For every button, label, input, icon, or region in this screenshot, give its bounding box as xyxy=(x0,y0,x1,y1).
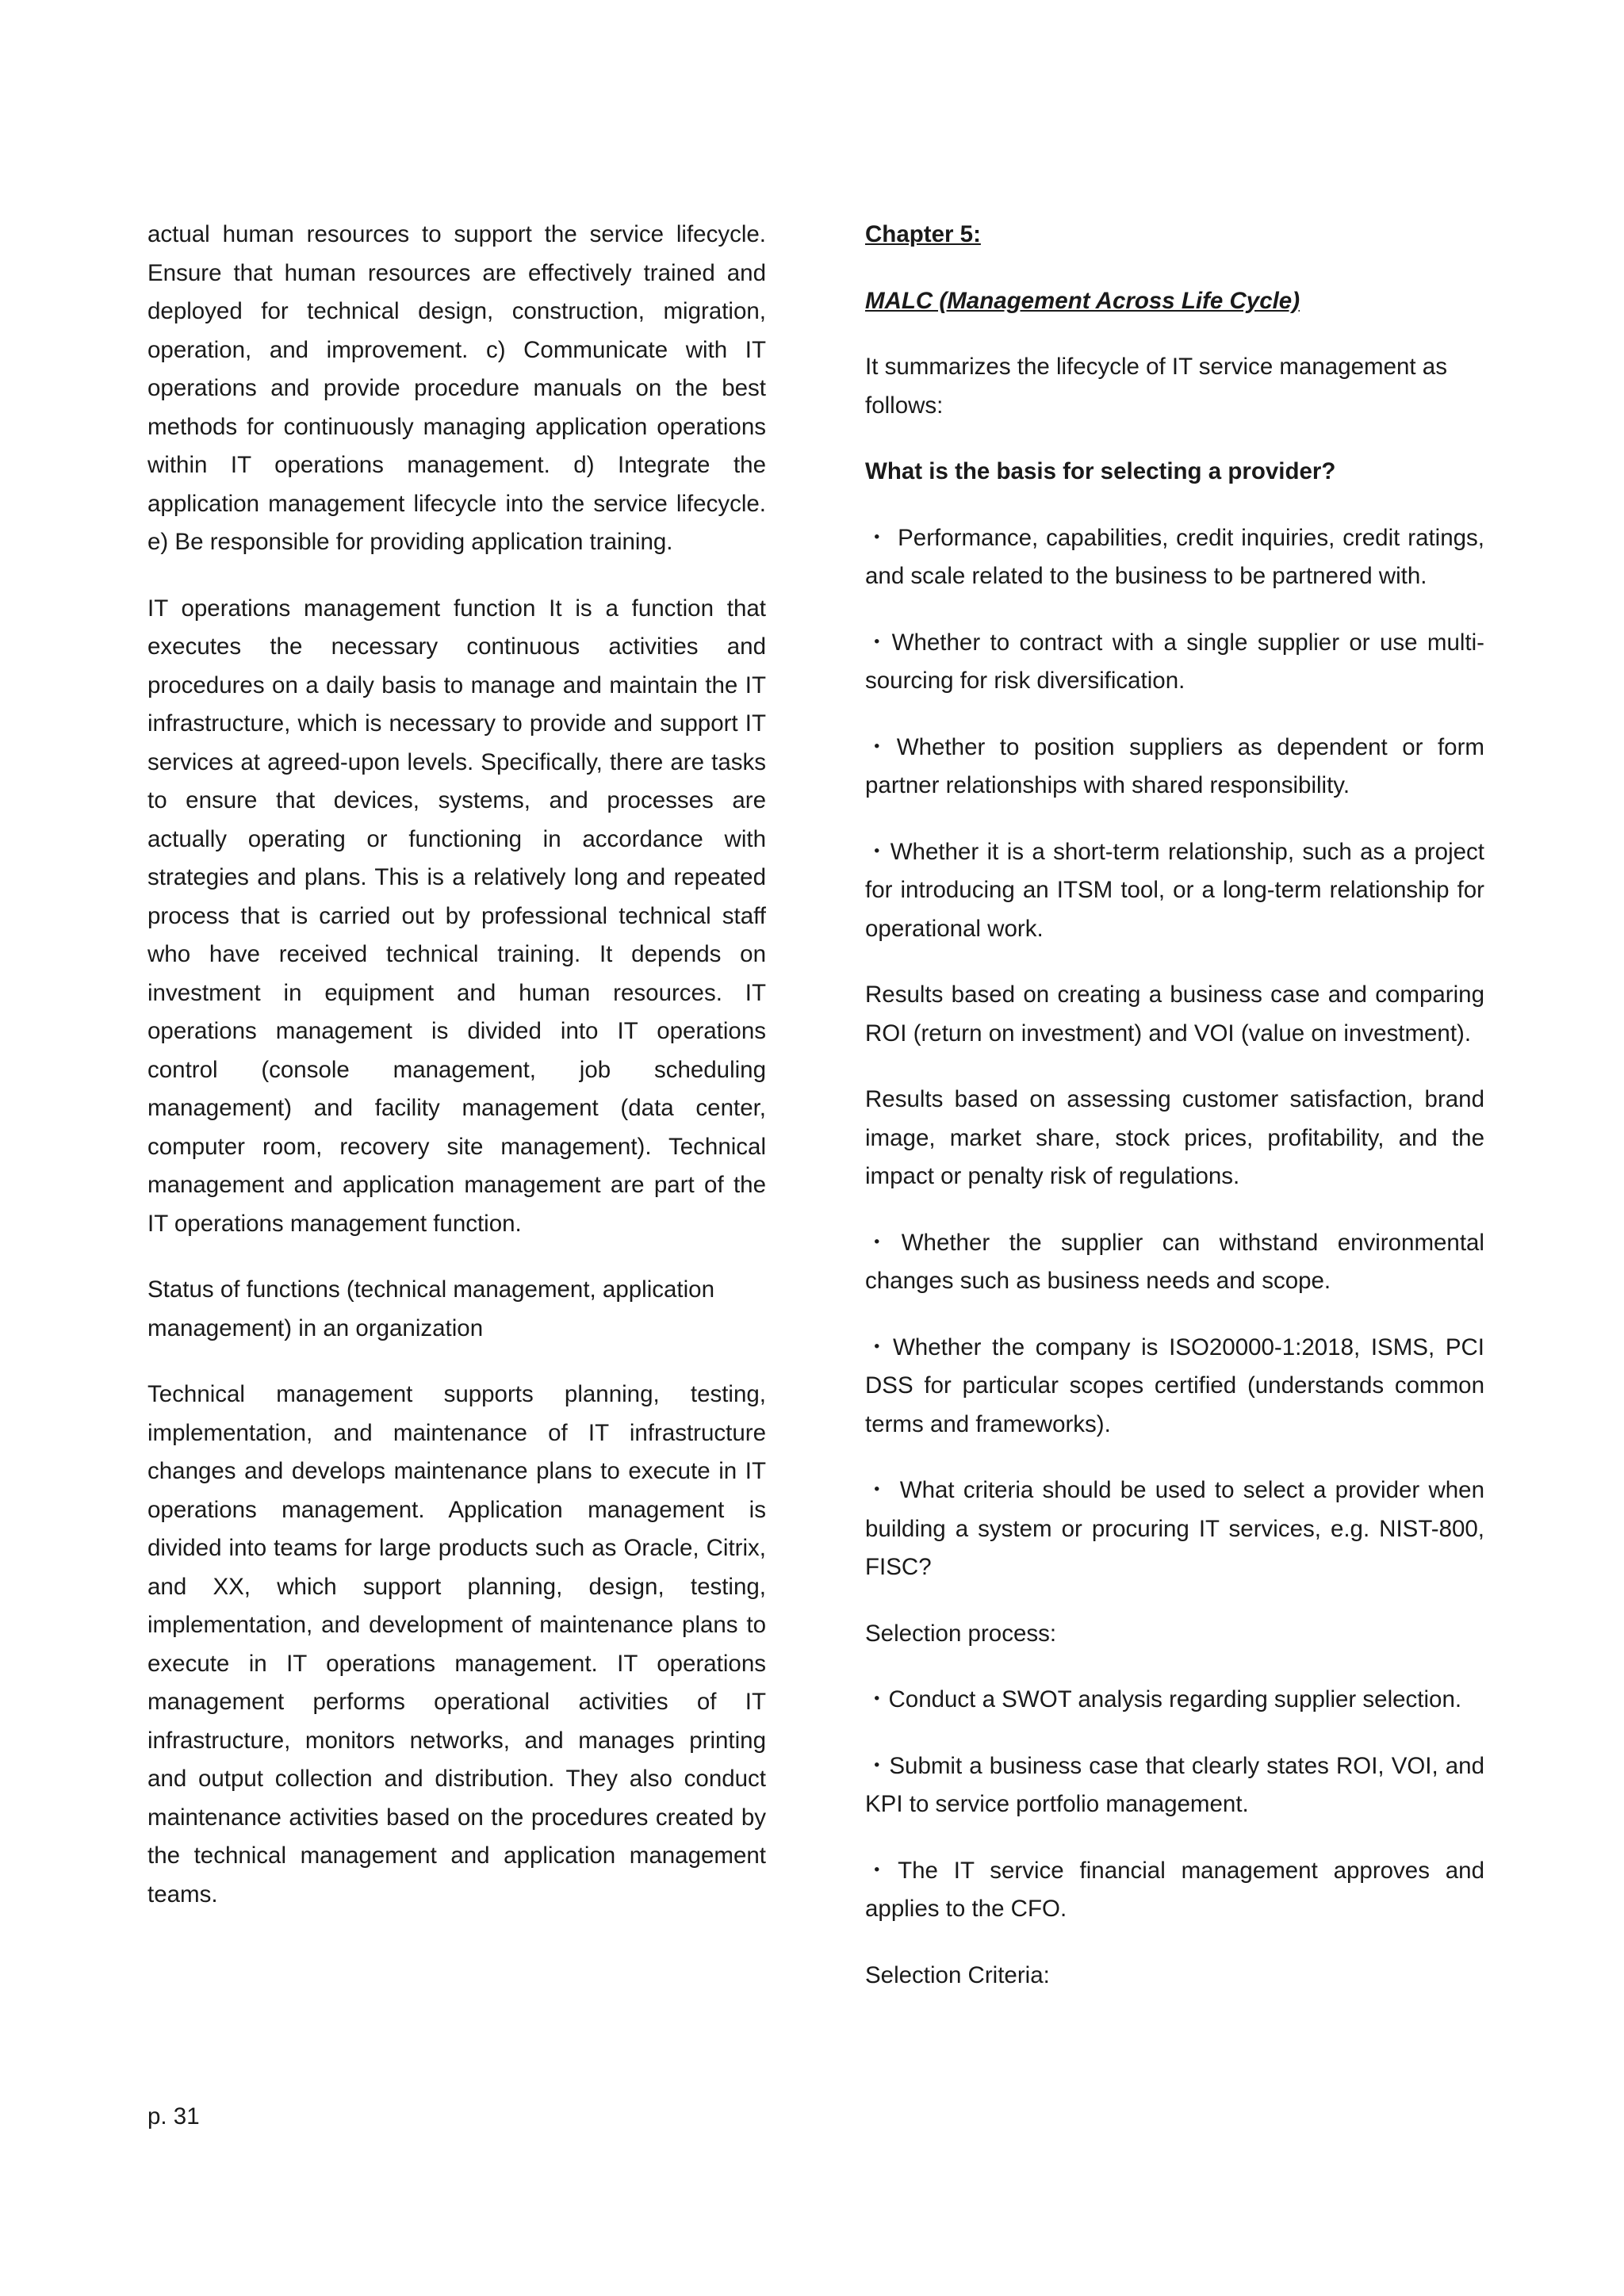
page-number: p. 31 xyxy=(147,2103,200,2130)
right-column xyxy=(865,216,1484,2022)
bullet-swot: ・Conduct a SWOT analysis regarding supplier selection. xyxy=(865,1686,1462,1712)
provider-question: What is the basis for selecting a provider? xyxy=(865,458,1336,484)
bullet-certification: ・Whether the company is ISO20000-1:2018, ISMS, PCI DSS for particular scopes certified (understands common terms and frameworks). xyxy=(865,1334,1484,1437)
bullet-financial-management: ・The IT service financial management approves and applies to the CFO. xyxy=(865,1857,1484,1922)
chapter-heading: Chapter 5: xyxy=(865,221,981,247)
selection-criteria-label: Selection Criteria: xyxy=(865,1961,1050,1988)
bullet-position-suppliers: ・Whether to position suppliers as dependent or form partner relationships with shared responsibility. xyxy=(865,733,1484,798)
intro-paragraph: It summarizes the lifecycle of IT service management as follows: xyxy=(865,354,1447,419)
paragraph-results-customer-satisfaction: Results based on assessing customer satisfaction, brand image, market share, stock prices, profitability, and the impact or penalty risk of regulations. xyxy=(865,1086,1484,1189)
paragraph-status-of-functions: Status of functions (technical management, application management) in an organization xyxy=(147,1276,714,1341)
bullet-criteria: ・ What criteria should be used to select a provider when building a system or procuring IT services, e.g. NIST-800, FISC? xyxy=(865,1477,1484,1580)
section-title: MALC (Management Across Life Cycle) xyxy=(865,287,1300,314)
bullet-business-case: ・Submit a business case that clearly states ROI, VOI, and KPI to service portfolio management. xyxy=(865,1752,1484,1817)
bullet-single-supplier: ・Whether to contract with a single supplier or use multi-sourcing for risk diversification. xyxy=(865,629,1484,694)
selection-process-label: Selection process: xyxy=(865,1620,1057,1647)
paragraph-results-business-case: Results based on creating a business case and comparing ROI (return on investment) and VOI (value on investment). xyxy=(865,982,1484,1047)
bullet-environmental-changes: ・Whether the supplier can withstand environmental changes such as business needs and scope. xyxy=(865,1229,1484,1294)
paragraph-it-operations-function: IT operations management function It is a function that executes the necessary continuous activities and procedures on a daily basis to manage and maintain the IT infrastructure, which is necessary to provide and support IT services at agreed-upon levels. Specifically, there are tasks to ensure that devices, systems, and processes are actually operating or functioning in accordance with strategies and plans. This is a relatively long and repeated process that is carried out by professional technical staff who have received technical training. It depends on investment in equipment and human resources. IT operations management is divided into IT operations control (console management, job scheduling management) and facility management (data center, computer room, recovery site management). Technical management and application management are part of the IT operations management function. xyxy=(147,595,766,1237)
paragraph-human-resources: actual human resources to support the service lifecycle. Ensure that human resources are effectively trained and deployed for technical design, construction, migration, operation, and improvement. c) Communicate with IT operations and provide procedure manuals on the best methods for continuously managing application operations within IT operations management. d) Integrate the application management lifecycle into the service lifecycle. e) Be responsible for providing application training. xyxy=(147,221,766,555)
bullet-relationship-term: ・Whether it is a short-term relationship, such as a project for introducing an ITSM tool, or a long-term relationship for operational work. xyxy=(865,838,1484,942)
left-column xyxy=(147,216,766,1942)
paragraph-technical-management: Technical management supports planning, testing, implementation, and maintenance of IT infrastructure changes and develops maintenance plans to execute in IT operations management. Application management is divided into teams for large products such as Oracle, Citrix, and XX, which support planning, design, testing, implementation, and development of maintenance plans to execute in IT operations management. IT operations management performs operational activities of IT infrastructure, monitors networks, and manages printing and output collection and distribution. They also conduct maintenance activities based on the procedures created by the technical management and application management teams. xyxy=(147,1381,766,1908)
bullet-performance: ・ Performance, capabilities, credit inquiries, credit ratings, and scale related to the business to be partnered with. xyxy=(865,524,1484,589)
